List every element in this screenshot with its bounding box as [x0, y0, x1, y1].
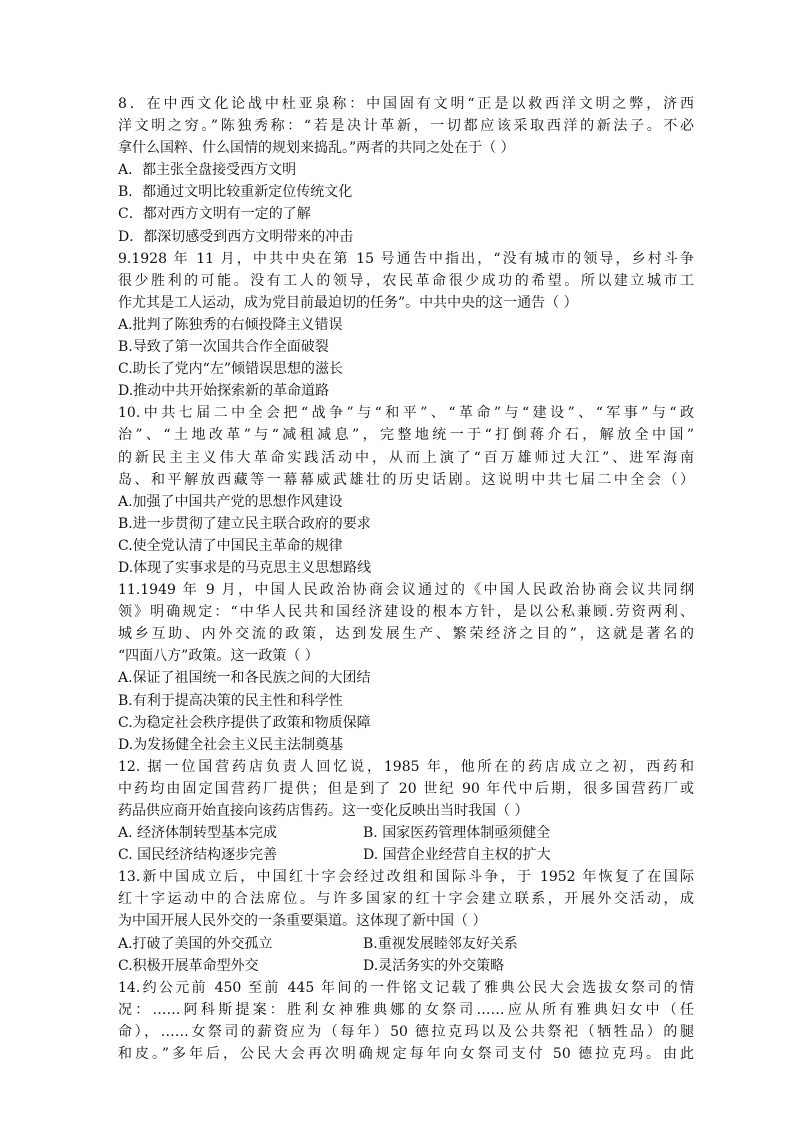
question-stem-line: 红十字运动中的合法席位。与许多国家的红十字会建立联系，开展外交活动，成 — [118, 891, 694, 908]
option-c: C．都对西方文明有一定的了解 — [118, 206, 311, 223]
option-a: A．都主张全盘接受西方文明 — [118, 162, 297, 179]
question-8 — [118, 93, 694, 248]
question-stem-line: 11.1949 年 9 月，中国人民政治协商会议通过的《中国人民政治协商会议共同纲 — [118, 582, 694, 599]
question-stem-line: 岛、和平解放西藏等一幕幕威武雄壮的历史话剧。这说明中共七届二中全会（） — [118, 471, 694, 488]
option-b: B.导致了第一次国共合作全面破裂 — [118, 339, 329, 356]
question-stem-line: 城乡互助、内外交流的政策，达到发展生产、繁荣经济之目的”，这就是著名的 — [118, 626, 694, 643]
option-d: D. 国营企业经营自主权的扩大 — [363, 847, 551, 864]
question-9 — [118, 248, 694, 403]
question-12 — [118, 756, 694, 866]
option-a: A.批判了陈独秀的右倾投降主义错误 — [118, 316, 343, 333]
option-d: D.灵活务实的外交策略 — [363, 957, 505, 974]
option-b: B.重视发展睦邻友好关系 — [363, 935, 518, 952]
option-c: C.助长了党内“左”倾错误思想的滋长 — [118, 361, 343, 378]
question-stem-line: 的新民主主义伟大革命实践活动中，从而上演了“百万雄师过大江”、进军海南 — [118, 449, 694, 466]
question-stem-line: 作尤其是工人运动，成为党目前最迫切的任务”。中共中央的这一通告（ ） — [118, 294, 578, 311]
option-a: A.保证了祖国统一和各民族之间的大团结 — [118, 670, 371, 687]
option-row — [118, 822, 694, 844]
question-10 — [118, 402, 694, 579]
question-11 — [118, 579, 694, 756]
question-stem-line: 为中国开展人民外交的一条重要渠道。这体现了新中国（ ） — [118, 913, 487, 930]
option-b: B. 国家医药管理体制亟须健全 — [363, 825, 551, 842]
option-b: B.有利于提高决策的民主性和科学性 — [118, 692, 343, 709]
question-stem-line: 领》明确规定：“中华人民共和国经济建设的根本方针，是以公私兼顾.劳资两利、 — [118, 604, 694, 621]
question-stem-line: 治”、“土地改革”与“减租减息”，完整地统一于“打倒蒋介石，解放全中国” — [118, 427, 694, 444]
question-stem-line: 9.1928 年 11 月，中共中央在第 15 号通告中指出，“没有城市的领导，乡村斗争 — [118, 250, 694, 267]
option-b: B．都通过文明比较重新定位传统文化 — [118, 184, 353, 201]
option-c: C.使全党认清了中国民主革命的规律 — [118, 537, 343, 554]
question-stem-line: 14.约公元前 450 至前 445 年间的一件铭文记载了雅典公民大会选拔女祭司的情 — [118, 979, 694, 996]
question-stem-line: 8．在中西文化论战中杜亚泉称：中国固有文明“正是以救西洋文明之弊，济西 — [118, 96, 694, 112]
option-a: A.加强了中国共产党的思想作风建设 — [118, 493, 343, 510]
question-stem-line: 10.中共七届二中全会把“战争”与“和平”、“革命”与“建设”、“军事”与“政 — [118, 405, 694, 422]
question-stem-line: 很少胜利的可能。没有工人的领导，农民革命很少成功的希望。所以建立城市工 — [118, 272, 694, 289]
question-13 — [118, 866, 694, 976]
option-c: C. 国民经济结构逐步完善 — [118, 847, 278, 864]
question-stem-line: 12. 据一位国营药店负责人回忆说，1985 年，他所在的药店成立之初，西药和 — [118, 758, 694, 775]
question-stem-line: 中药均由固定国营药厂提供；但是到了 20 世纪 90 年代中后期，很多国营药厂或 — [118, 780, 694, 797]
question-stem-line: 和皮。”多年后，公民大会再次明确规定每年向女祭司支付 50 德拉克玛。由此 — [118, 1046, 694, 1063]
option-d: D.体现了实事求是的马克思主义思想路线 — [118, 559, 372, 576]
option-a: A.打破了美国的外交孤立 — [118, 935, 273, 952]
option-b: B.进一步贯彻了建立民主联合政府的要求 — [118, 515, 371, 532]
question-stem-line: 洋文明之穷。”陈独秀称：“若是决计革新，一切都应该采取西洋的新法子。不必 — [118, 118, 694, 135]
question-stem-line: 药品供应商开始直接向该药店售药。这一变化反映出当时我国（ ） — [118, 803, 529, 819]
question-stem-line: “四面八方”政策。这一政策（ ） — [118, 648, 319, 665]
question-stem-line: 拿什么国粹、什么国情的规划来捣乱。”两者的共同之处在于（ ） — [118, 140, 515, 157]
option-d: D.为发扬健全社会主义民主法制奠基 — [118, 736, 344, 753]
question-14 — [118, 977, 694, 1065]
option-d: D.推动中共开始探索新的革命道路 — [118, 383, 330, 400]
option-row — [118, 933, 694, 955]
option-row — [118, 844, 694, 866]
option-row — [118, 955, 694, 977]
option-c: C.为稳定社会秩序提供了政策和物质保障 — [118, 714, 371, 731]
question-stem-line: 13.新中国成立后，中国红十字会经过改组和国际斗争，于 1952 年恢复了在国际 — [118, 869, 694, 886]
option-c: C.积极开展革命型外交 — [118, 957, 259, 974]
option-a: A. 经济体制转型基本完成 — [118, 825, 278, 842]
question-stem-line: 况：……阿科斯提案：胜利女神雅典娜的女祭司……应从所有雅典妇女中（任 — [118, 1001, 694, 1018]
option-d: D．都深切感受到西方文明带来的冲击 — [118, 228, 354, 245]
question-stem-line: 命），……女祭司的薪资应为（每年）50 德拉克玛以及公共祭祀（牺牲品）的腿 — [118, 1023, 694, 1040]
